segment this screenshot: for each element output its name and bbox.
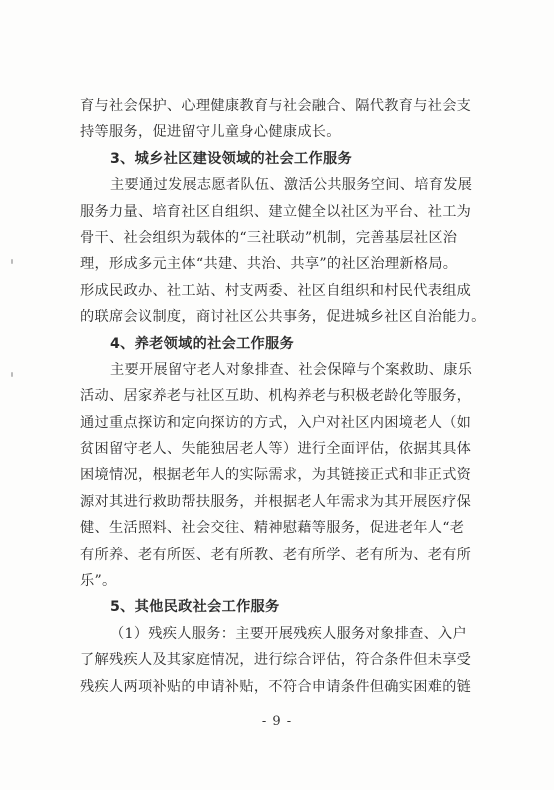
paragraph-line: 服务力量、培育社区自组织、建立健全以社区为平台、社工为: [80, 203, 472, 220]
paragraph-line: 主要通过发展志愿者队伍、激活公共服务空间、培育发展: [110, 177, 473, 194]
paragraph-line: 活动、居家养老与社区互助、机构养老与积极老龄化等服务，: [80, 388, 472, 405]
paragraph-line: 主要开展留守老人对象排查、社会保障与个案救助、康乐: [110, 361, 473, 378]
paragraph-line: 贫困留守老人、失能独居老人等）进行全面评估，依据其具体: [80, 441, 472, 458]
paragraph-line: 的联席会议制度，商讨社区公共事务，促进城乡社区自治能力。: [80, 309, 486, 326]
paragraph-line: 了解残疾人及其家庭情况，进行综合评估，符合条件但未享受: [80, 652, 472, 669]
paragraph-line: 源对其进行救助帮扶服务，并根据老人年需求为其开展医疗保: [80, 493, 472, 510]
document-body: [80, 93, 500, 700]
paragraph-line: 理，形成多元主体“共建、共治、共享”的社区治理新格局。: [80, 256, 458, 273]
paragraph-line: 持等服务，促进留守儿童身心健康成长。: [80, 124, 341, 141]
paragraph-line: 形成民政办、社工站、村支两委、社区自组织和村民代表组成: [80, 282, 472, 299]
paragraph-line: （1）残疾人服务：主要开展残疾人服务对象排查、入户: [110, 625, 468, 642]
scan-speck: [11, 259, 13, 264]
paragraph-line: 健、生活照料、社会交往、精神慰藉等服务，促进老年人“老: [80, 520, 465, 537]
paragraph-line: 残疾人两项补贴的申请补贴，不符合申请条件但确实困难的链: [80, 678, 472, 695]
paragraph-line: 困境情况，根据老年人的实际需求，为其链接正式和非正式资: [80, 467, 472, 484]
section-heading: 4、养老领域的社会工作服务: [110, 335, 295, 352]
paragraph-line: 骨干、社会组织为载体的“三社联动”机制，完善基层社区治: [80, 229, 458, 246]
paragraph-line: 乐”。: [80, 573, 117, 590]
paragraph-line: 有所养、老有所医、老有所教、老有所学、老有所为、老有所: [80, 546, 472, 563]
section-heading: 5、其他民政社会工作服务: [110, 599, 280, 616]
paragraph-line: 育与社会保护、心理健康教育与社会融合、隔代教育与社会支: [80, 98, 472, 114]
scan-speck: [11, 372, 13, 377]
paragraph-line: 通过重点探访和定向探访的方式，入户对社区内困境老人（如: [80, 414, 472, 431]
page-number: - 9 -: [261, 714, 293, 729]
section-heading: 3、城乡社区建设领域的社会工作服务: [110, 150, 352, 167]
